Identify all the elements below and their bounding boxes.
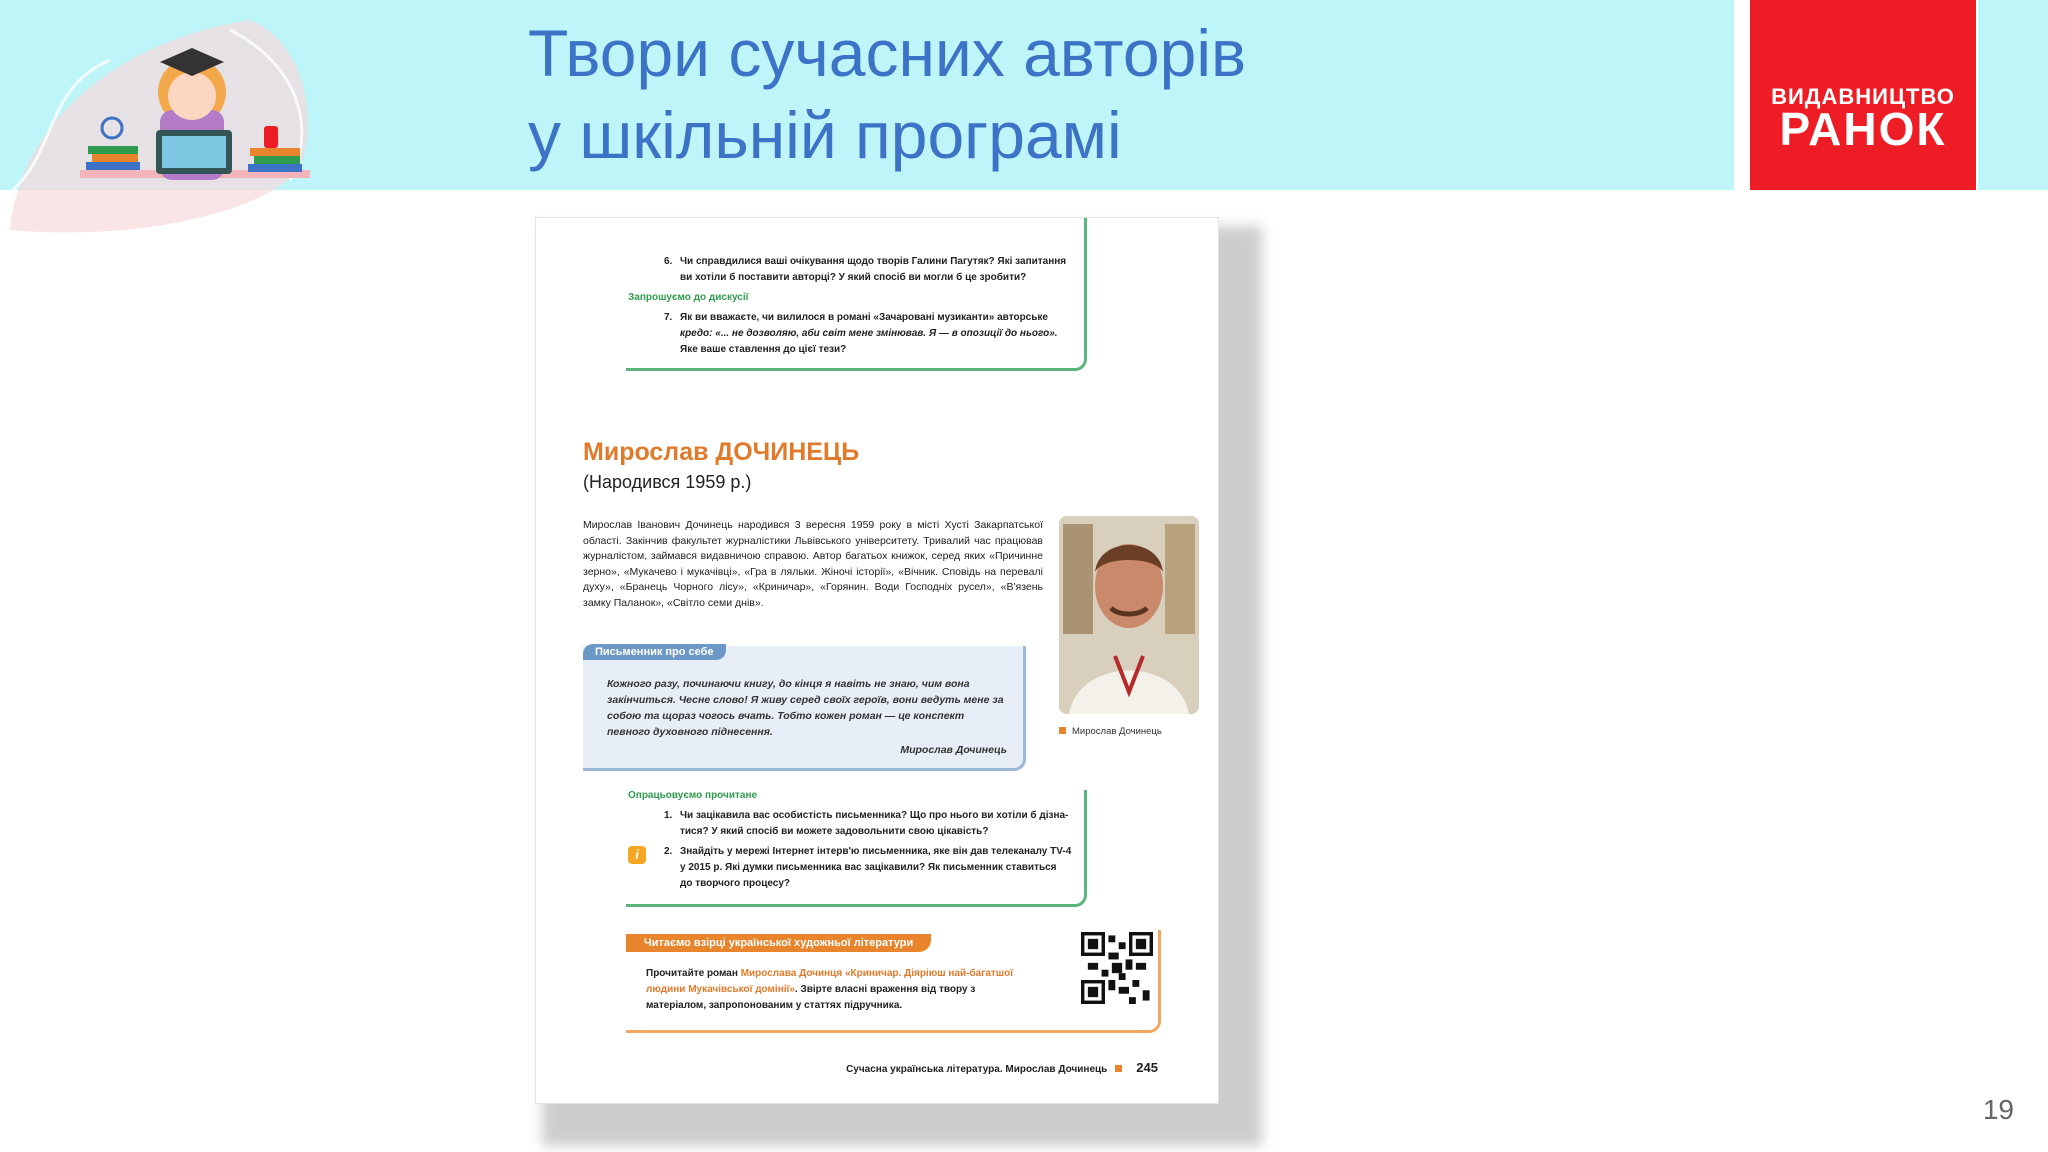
p2-line-1: Знайдіть у мережі Інтернет інтерв'ю письменника, яке він дав телеканалу TV-4 [680,846,1072,857]
discussion-heading: Запрошуємо до дискусії [628,292,749,303]
title-line-1: Твори сучасних авторів [528,16,1247,90]
info-icon: i [628,846,646,864]
reading-text: Прочитайте роман Мирослава Дочинця «Криничар. Діяріюш най-багатшої людини Мукачівської домінії». Звірте власні враження від твору з матеріалом, запропонованим у статтях підручника. [646,968,1014,1011]
quote-box [583,646,1026,771]
q6-line-1: Чи справдилися ваші очікування щодо творів Галини Пагутяк? Які запитання [680,256,1067,267]
photo-caption: Мирослав Дочинець [1059,726,1162,737]
q7-line-1: Як ви вважаєте, чи вилилося в романі «Зачаровані музиканти» авторське [680,312,1048,323]
q6-number: 6. [664,256,673,267]
page-footer [536,1060,1158,1075]
p1-number: 1. [664,810,673,821]
p1-line-1: Чи зацікавила вас особистість письменника? Що про нього ви хотіли б дізна- [680,810,1069,821]
q6-line-2: ви хотіли б поставити авторці? У який спосіб ви могли б це зробити? [680,272,1027,283]
title-line-2: у шкільній програмі [528,98,1122,172]
teacher-illustration [0,0,330,240]
quote-signature: Мирослав Дочинець [900,744,1007,756]
slide-title [528,12,1246,176]
author-born: (Народився 1959 р.) [583,472,752,492]
p1-line-2: тися? У який спосіб ви можете задовольнити свою цікавість? [680,826,989,837]
quote-tab: Письменник про себе [583,644,726,660]
page-number: 245 [1136,1060,1158,1075]
q7-line-2: кредо: «... не дозволяю, аби світ мене змінював. Я — в опозиції до нього». [680,328,1058,339]
reading-tab: Читаємо взірці української художньої літератури [626,934,931,952]
author-photo [1059,516,1199,714]
logo-line-1: ВИДАВНИЦТВО [1771,84,1955,109]
author-name: Мирослав ДОЧИНЕЦЬ [583,438,860,466]
processing-heading: Опрацьовуємо прочитане [628,790,758,801]
p2-line-3: до творчого процесу? [680,878,791,889]
q7-line-3: Яке ваше ставлення до цієї тези? [680,344,847,355]
p2-line-2: у 2015 р. Які думки письменника вас зацікавили? Як письменник ставиться [680,862,1057,873]
qr-code-icon [1081,932,1153,1004]
header-right-strip [1978,0,2048,190]
q7-number: 7. [664,312,673,323]
author-quote: Кожного разу, починаючи книгу, до кінця я навіть не знаю, чим вона закінчиться. Чесне слово! Я живу серед своїх героїв, вони ведуть мене за собою та щораз чогось вчать. Тобто кожен роман — це конспект певного духовного піднесення. [607,678,1004,738]
footer-text: Сучасна українська література. Мирослав Дочинець [846,1064,1108,1075]
textbook-page [535,217,1219,1104]
p2-number: 2. [664,846,673,857]
slide-number: 19 [1982,1094,2014,1125]
author-bio: Мирослав Іванович Дочинець народився 3 вересня 1959 року в місті Хусті Закарпатської області. Закінчив факультет журналістики Львівського університету. Тривалий час працював журналістом, займався видавничою справою. Автор багатьох книжок, серед яких «Причинне зерно», «Мукачево і мукачівці», «Гра в ляльки. Жіночі історії», «Вічник. Сповідь на перевалі духу», «Бранець Чорного лісу», «Криничар», «Горянин. Води Господніх русел», «В'язень замку Паланок», «Світло семи днів». [583,519,1043,609]
logo-line-2: РАНОК [1779,103,1947,155]
publisher-logo [1750,0,1976,190]
